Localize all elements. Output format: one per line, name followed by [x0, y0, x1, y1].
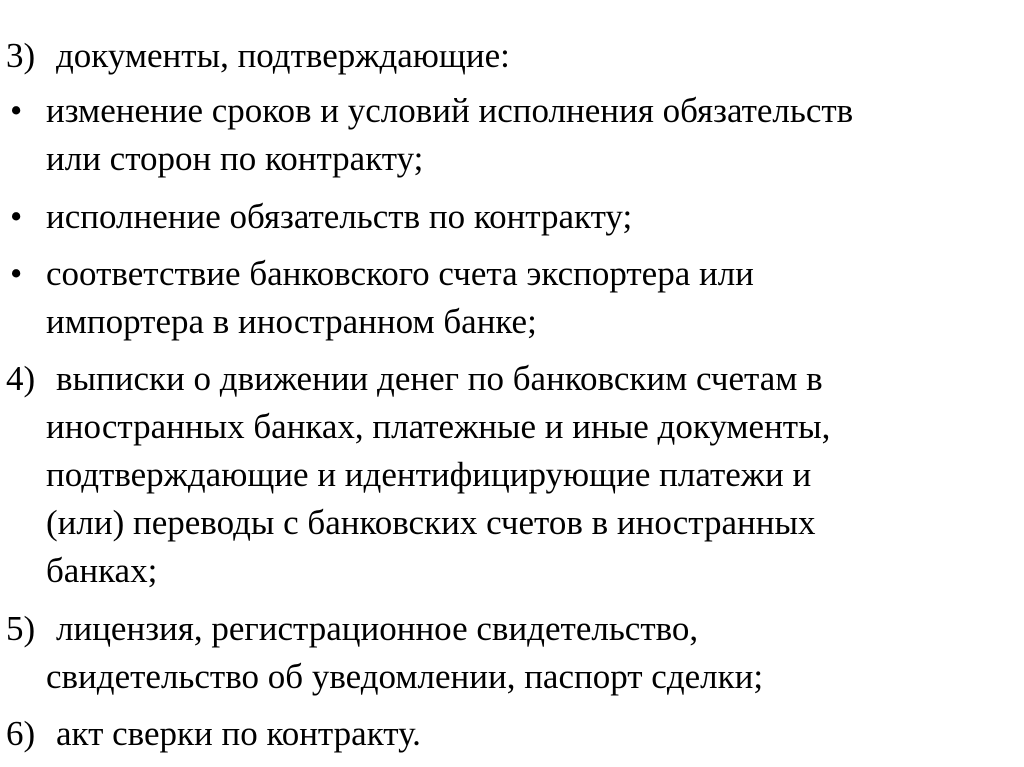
bullet-icon: •: [10, 254, 23, 293]
item-text-line: акт сверки по контракту.: [56, 714, 421, 753]
bullet-item: [0, 193, 1024, 241]
item-text-line: иностранных банках, платежные и иные документы,: [46, 407, 831, 446]
item-text-line: лицензия, регистрационное свидетельство,: [56, 609, 699, 648]
list-item: [0, 32, 1024, 80]
bullet-icon: •: [10, 91, 23, 130]
item-text-line: (или) переводы с банковских счетов в иностранных: [46, 503, 816, 542]
item-text-line: импортера в иностранном банке;: [46, 302, 537, 341]
list-item: [0, 710, 1024, 758]
item-text-line: подтверждающие и идентифицирующие платежи и: [46, 455, 812, 494]
bullet-item: [0, 250, 1024, 346]
list-item: [0, 355, 1024, 595]
item-text-line: изменение сроков и условий исполнения обязательств: [46, 91, 854, 130]
item-number: 3): [6, 36, 36, 75]
item-number: 6): [6, 714, 36, 753]
item-text-line: или сторон по контракту;: [46, 139, 424, 178]
item-text-line: документы, подтверждающие:: [56, 36, 510, 75]
item-number: 5): [6, 609, 36, 648]
bullet-item: [0, 87, 1024, 183]
item-number: 4): [6, 359, 36, 398]
item-text-line: выписки о движении денег по банковским счетам в: [56, 359, 823, 398]
item-text-line: исполнение обязательств по контракту;: [46, 197, 633, 236]
item-text-line: соответствие банковского счета экспортера или: [46, 254, 754, 293]
item-text-line: банках;: [46, 551, 158, 590]
item-text-line: свидетельство об уведомлении, паспорт сделки;: [46, 657, 764, 696]
bullet-icon: •: [10, 197, 23, 236]
list-item: [0, 605, 1024, 701]
